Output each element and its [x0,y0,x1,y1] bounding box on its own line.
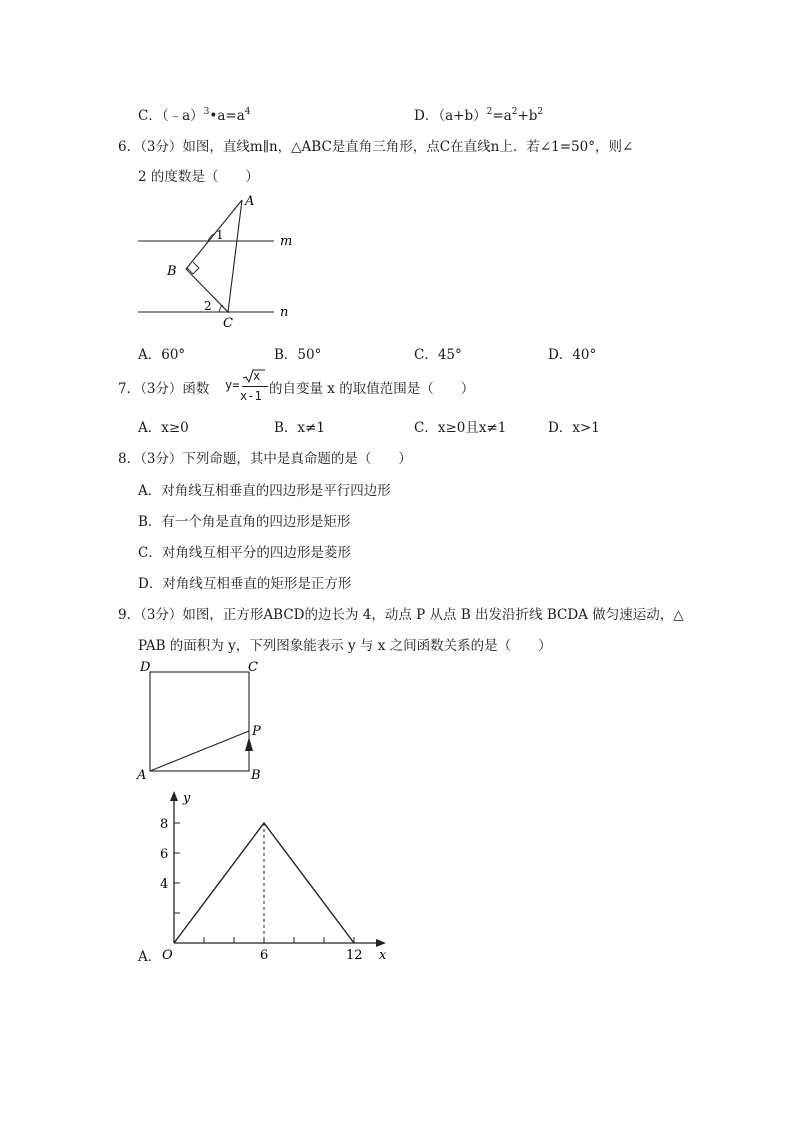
fraction-bar [242,386,268,387]
q6-figure [130,190,310,332]
y-tick-label: 4 [160,877,169,892]
arrow-up-icon [245,737,253,751]
triangle-abc [186,200,242,312]
label-n: n [280,305,289,320]
label-P: P [252,724,261,739]
q7-stem-post: 的自变量 x 的取值范围是（ ） [269,381,475,397]
label-C: C [248,660,258,675]
q6-option-b: B．50° [274,347,322,363]
y-tick-label: 8 [160,817,169,832]
label-D: D [140,660,151,675]
y-tick-label: 6 [160,847,169,862]
q7-option-b: B．x≠1 [274,420,325,436]
q6-stem-line2: 2 的度数是（ ） [138,169,259,185]
q7-y-eq: y= [225,378,240,392]
label-B: B [251,768,261,783]
q6-option-a: A．60° [138,347,186,363]
q8-option-d: D．对角线互相垂直的矩形是正方形 [138,576,352,592]
x-axis-arrow-icon [376,939,386,947]
label-A: A [245,194,255,209]
segment-ap [150,731,249,771]
y-tick-labels [160,817,168,892]
x-tick-label: 6 [260,948,269,963]
q7-option-c: C．x≥0且x≠1 [414,420,507,436]
label-angle-2: 2 [204,299,212,313]
q9-graph-option-a-label: A． [138,949,162,965]
q9-graph-a [150,785,400,970]
q7-denominator: x-1 [240,389,262,403]
x-axis-label: x [379,948,387,963]
q6-stem-line1: 6．（3分）如图，直线m∥n，△ABC是直角三角形，点C在直线n上．若∠1=50°，则∠ [118,139,634,155]
y-axis-arrow-icon [170,791,178,801]
q8-stem: 8．（3分）下列命题，其中是真命题的是（ ） [118,451,412,467]
x-tick-label: 12 [346,948,363,963]
q9-stem-line1: 9．（3分）如图，正方形ABCD的边长为 4，动点 P 从点 B 出发沿折线 BCDA 做匀速运动，△ [118,607,684,623]
square-abcd [150,672,249,771]
label-A: A [137,768,147,783]
q7-option-d: D．x>1 [548,420,600,436]
y-axis-label: y [183,791,191,806]
q8-option-b: B．有一个角是直角的四边形是矩形 [138,514,351,530]
q9-stem-line2: PAB 的面积为 y，下列图象能表示 y 与 x 之间函数关系的是（ ） [138,638,552,654]
label-m: m [280,234,293,249]
q9-square-figure [134,655,274,785]
q7-function-expr [225,368,269,408]
q7-option-a: A．x≥0 [138,420,189,436]
label-B: B [167,264,177,279]
q8-option-c: C．对角线互相平分的四边形是菱形 [138,545,351,561]
q7-stem-pre: 7．（3分）函数 [118,381,210,397]
label-angle-1: 1 [216,228,224,242]
y-ticks [174,823,180,913]
q6-option-d: D．40° [548,347,597,363]
q5-option-c: C．$(﹣a)^3•a=a^4$ [138,107,251,124]
q7-numerator: x [253,369,261,383]
x-ticks [204,937,354,943]
origin-label: O [162,948,173,963]
q5-option-d: D．$(a+b)^2=a^2+b^2$ [414,107,544,124]
label-C: C [223,316,233,331]
x-tick-labels [260,948,363,963]
q6-option-c: C．45° [414,347,462,363]
q8-option-a: A．对角线互相垂直的四边形是平行四边形 [138,483,391,499]
